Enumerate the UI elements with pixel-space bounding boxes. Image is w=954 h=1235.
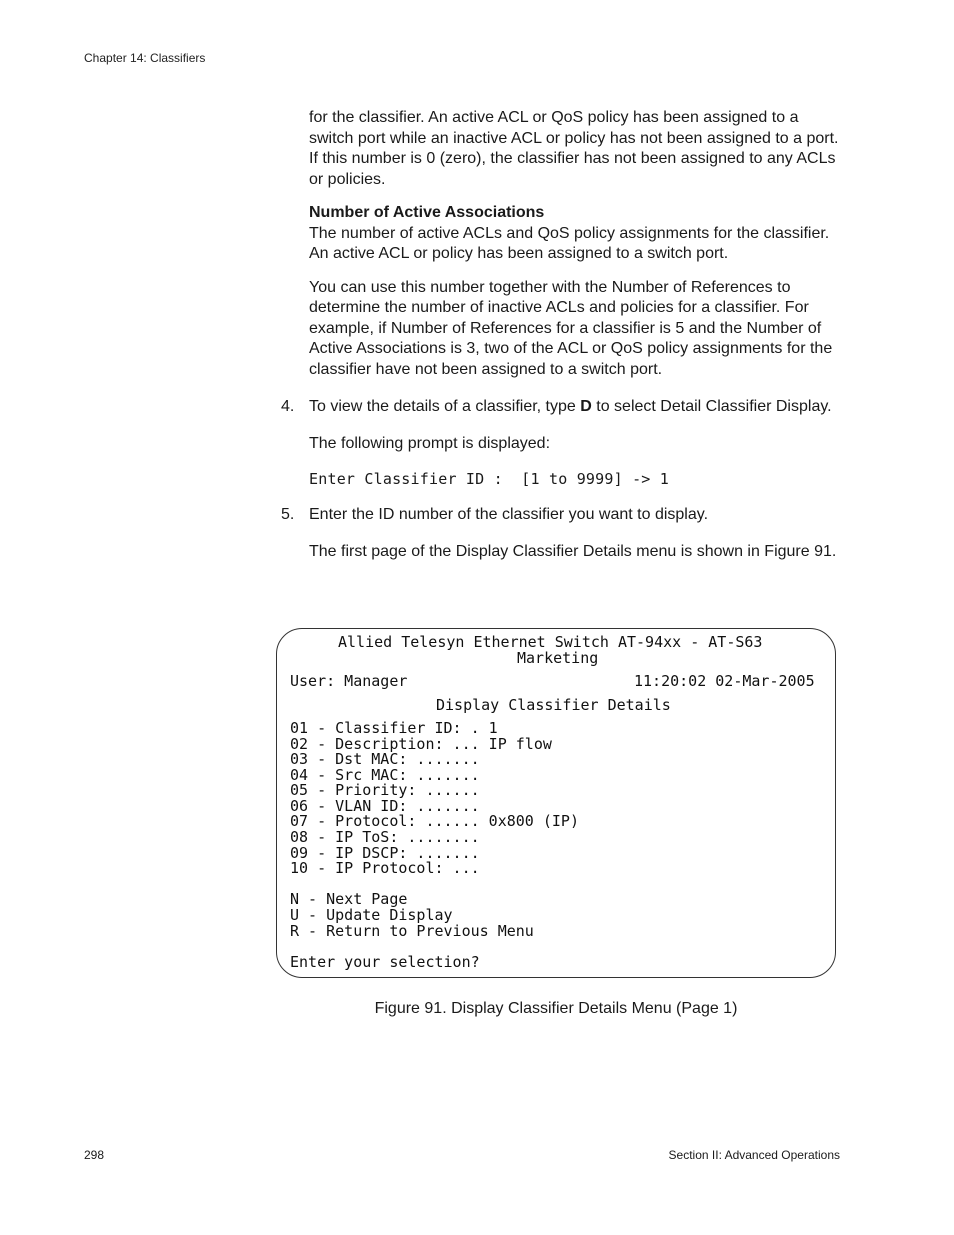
figure-caption: Figure 91. Display Classifier Details Menu (Page 1) [374,1000,738,1017]
terminal-user: User: Manager [290,672,408,690]
menu-item-ip-dscp[interactable]: 09 - IP DSCP: ....... [290,844,480,862]
step-text-pre: To view the details of a classifier, type [309,398,581,415]
step-text [309,397,839,418]
menu-item-classifier-id[interactable]: 01 - Classifier ID: . 1 [290,719,498,737]
step-number: 5. [281,506,295,523]
command-return-previous[interactable]: R - Return to Previous Menu [290,922,534,940]
menu-item-src-mac[interactable]: 04 - Src MAC: ....... [290,766,480,784]
terminal-title: Allied Telesyn Ethernet Switch AT-94xx - AT-S63 [338,633,763,651]
paragraph: The following prompt is displayed: [309,434,551,452]
paragraph: The first page of the Display Classifier Details menu is shown in Figure 91. [309,542,837,560]
selection-prompt[interactable]: Enter your selection? [290,953,480,971]
menu-item-vlan-id[interactable]: 06 - VLAN ID: ....... [290,797,480,815]
step-number: 4. [281,398,295,415]
terminal-subtitle: Marketing [517,649,599,667]
step-4 [281,397,839,418]
menu-item-description[interactable]: 02 - Description: ... IP flow [290,735,552,753]
paragraph: You can use this number together with the Number of References to determine the number of inactive ACLs and policies for a classifier. For example, if Number of References for a classifier is 5 and the Number of Active Associations is 3, two of the ACL or QoS policy assignments for the classifier have not been assigned to a switch port. [309,278,833,378]
paragraph: for the classifier. An active ACL or QoS policy has been assigned to a switch port while an inactive ACL or policy has not been assigned to a port. If this number is 0 (zero), the classifier has not been assigned to any ACLs or policies. [309,109,839,188]
running-head: Chapter 14: Classifiers [84,51,206,65]
menu-item-ip-protocol[interactable]: 10 - IP Protocol: ... [290,859,480,877]
terminal-menu-title: Display Classifier Details [436,696,671,714]
terminal-screen [276,628,836,978]
section-footer: Section II: Advanced Operations [668,1148,840,1162]
paragraph: The number of active ACLs and QoS policy assignments for the classifier. An active ACL or policy has been assigned to a switch port. [309,224,830,262]
prompt-code: Enter Classifier ID : [1 to 9999] -> 1 [309,470,669,488]
command-next-page[interactable]: N - Next Page [290,890,408,908]
menu-item-ip-tos[interactable]: 08 - IP ToS: ........ [290,828,480,846]
section-heading: Number of Active Associations [309,204,545,221]
key-label: D [580,398,592,415]
step-text: Enter the ID number of the classifier you want to display. [309,506,709,523]
step-text-post: to select Detail Classifier Display. [591,398,832,415]
step-5 [281,505,839,526]
menu-item-dst-mac[interactable]: 03 - Dst MAC: ....... [290,750,480,768]
menu-item-protocol[interactable]: 07 - Protocol: ...... 0x800 (IP) [290,812,579,830]
page-number: 298 [84,1148,105,1162]
terminal-datetime: 11:20:02 02-Mar-2005 [634,672,815,690]
body-content [281,108,839,562]
menu-item-priority[interactable]: 05 - Priority: ...... [290,781,480,799]
command-update-display[interactable]: U - Update Display [290,906,453,924]
